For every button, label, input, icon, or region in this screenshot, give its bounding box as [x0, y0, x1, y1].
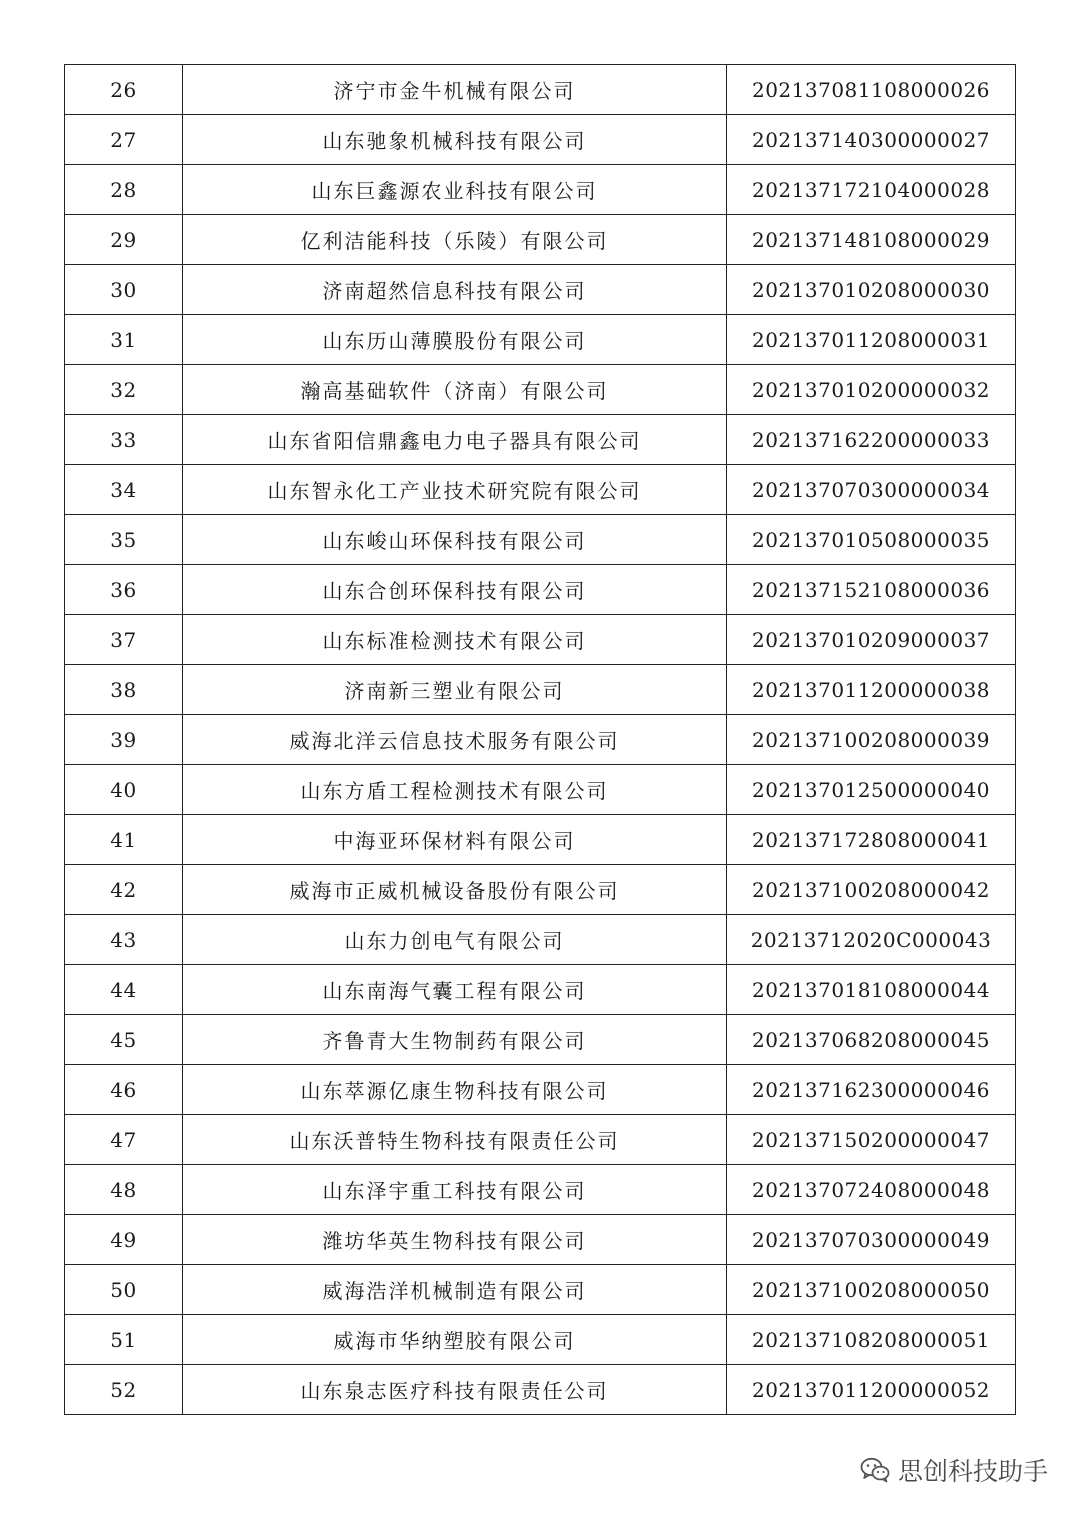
table-row [65, 765, 1016, 815]
row-number-cell: 43 [65, 915, 183, 965]
registration-code-cell: 202137011200000052 [727, 1365, 1016, 1415]
registration-code-cell: 202137018108000044 [727, 965, 1016, 1015]
table-row [65, 265, 1016, 315]
table-row [65, 215, 1016, 265]
row-number-cell: 42 [65, 865, 183, 915]
table-row [65, 715, 1016, 765]
registration-code-cell: 202137011200000038 [727, 665, 1016, 715]
table-row [65, 415, 1016, 465]
watermark-text: 思创科技助手 [897, 1457, 1048, 1486]
table-row [65, 1315, 1016, 1365]
table-row [65, 65, 1016, 115]
table-row [65, 1015, 1016, 1065]
table-row [65, 1065, 1016, 1115]
row-number-cell: 33 [65, 415, 183, 465]
table-row [65, 565, 1016, 615]
table-row [65, 165, 1016, 215]
company-name-cell: 济南超然信息科技有限公司 [183, 265, 727, 315]
company-name-cell: 济宁市金牛机械有限公司 [183, 65, 727, 115]
row-number-cell: 44 [65, 965, 183, 1015]
row-number-cell: 40 [65, 765, 183, 815]
row-number-cell: 51 [65, 1315, 183, 1365]
table-row [65, 1215, 1016, 1265]
registration-code-cell: 202137100208000050 [727, 1265, 1016, 1315]
row-number-cell: 26 [65, 65, 183, 115]
wechat-watermark [860, 1452, 1048, 1488]
registration-code-cell: 202137011208000031 [727, 315, 1016, 365]
registration-code-cell: 202137172808000041 [727, 815, 1016, 865]
table-row [65, 865, 1016, 915]
row-number-cell: 47 [65, 1115, 183, 1165]
table-row [65, 1115, 1016, 1165]
table-row [65, 365, 1016, 415]
row-number-cell: 46 [65, 1065, 183, 1115]
row-number-cell: 39 [65, 715, 183, 765]
table-row [65, 915, 1016, 965]
registration-code-cell: 202137152108000036 [727, 565, 1016, 615]
registration-code-cell: 202137172104000028 [727, 165, 1016, 215]
row-number-cell: 49 [65, 1215, 183, 1265]
table-row [65, 1365, 1016, 1415]
registration-code-cell: 202137148108000029 [727, 215, 1016, 265]
row-number-cell: 31 [65, 315, 183, 365]
company-name-cell: 威海市华纳塑胶有限公司 [183, 1315, 727, 1365]
row-number-cell: 37 [65, 615, 183, 665]
company-name-cell: 山东南海气囊工程有限公司 [183, 965, 727, 1015]
registration-code-cell: 202137070300000049 [727, 1215, 1016, 1265]
company-name-cell: 山东力创电气有限公司 [183, 915, 727, 965]
company-name-cell: 山东巨鑫源农业科技有限公司 [183, 165, 727, 215]
row-number-cell: 30 [65, 265, 183, 315]
row-number-cell: 52 [65, 1365, 183, 1415]
company-registry-table [64, 64, 1016, 1415]
registry-table-body [65, 65, 1016, 1415]
row-number-cell: 29 [65, 215, 183, 265]
company-name-cell: 齐鲁青大生物制药有限公司 [183, 1015, 727, 1065]
registration-code-cell: 202137100208000042 [727, 865, 1016, 915]
registration-code-cell: 202137100208000039 [727, 715, 1016, 765]
company-name-cell: 威海北洋云信息技术服务有限公司 [183, 715, 727, 765]
company-name-cell: 山东合创环保科技有限公司 [183, 565, 727, 615]
table-row [65, 1265, 1016, 1315]
company-name-cell: 山东历山薄膜股份有限公司 [183, 315, 727, 365]
company-name-cell: 亿利洁能科技（乐陵）有限公司 [183, 215, 727, 265]
table-row [65, 815, 1016, 865]
table-row [65, 665, 1016, 715]
registration-code-cell: 20213712020C000043 [727, 915, 1016, 965]
row-number-cell: 28 [65, 165, 183, 215]
table-row [65, 465, 1016, 515]
registration-code-cell: 202137072408000048 [727, 1165, 1016, 1215]
registration-code-cell: 202137140300000027 [727, 115, 1016, 165]
table-row [65, 115, 1016, 165]
registration-code-cell: 202137070300000034 [727, 465, 1016, 515]
registration-code-cell: 202137012500000040 [727, 765, 1016, 815]
company-name-cell: 山东驰象机械科技有限公司 [183, 115, 727, 165]
company-name-cell: 潍坊华英生物科技有限公司 [183, 1215, 727, 1265]
company-name-cell: 山东峻山环保科技有限公司 [183, 515, 727, 565]
company-name-cell: 中海亚环保材料有限公司 [183, 815, 727, 865]
row-number-cell: 45 [65, 1015, 183, 1065]
registration-code-cell: 202137010208000030 [727, 265, 1016, 315]
registration-code-cell: 202137162200000033 [727, 415, 1016, 465]
company-name-cell: 山东标准检测技术有限公司 [183, 615, 727, 665]
table-row [65, 615, 1016, 665]
table-row [65, 965, 1016, 1015]
company-name-cell: 山东萃源亿康生物科技有限公司 [183, 1065, 727, 1115]
company-name-cell: 瀚高基础软件（济南）有限公司 [183, 365, 727, 415]
row-number-cell: 50 [65, 1265, 183, 1315]
company-name-cell: 济南新三塑业有限公司 [183, 665, 727, 715]
table-row [65, 315, 1016, 365]
registration-code-cell: 202137010508000035 [727, 515, 1016, 565]
table-row [65, 1165, 1016, 1215]
row-number-cell: 41 [65, 815, 183, 865]
row-number-cell: 32 [65, 365, 183, 415]
wechat-icon [860, 1457, 890, 1483]
row-number-cell: 38 [65, 665, 183, 715]
company-name-cell: 威海市正威机械设备股份有限公司 [183, 865, 727, 915]
company-name-cell: 山东泽宇重工科技有限公司 [183, 1165, 727, 1215]
row-number-cell: 34 [65, 465, 183, 515]
row-number-cell: 35 [65, 515, 183, 565]
registration-code-cell: 202137150200000047 [727, 1115, 1016, 1165]
company-name-cell: 山东省阳信鼎鑫电力电子器具有限公司 [183, 415, 727, 465]
registration-code-cell: 202137068208000045 [727, 1015, 1016, 1065]
row-number-cell: 36 [65, 565, 183, 615]
table-row [65, 515, 1016, 565]
registration-code-cell: 202137010200000032 [727, 365, 1016, 415]
company-name-cell: 山东泉志医疗科技有限责任公司 [183, 1365, 727, 1415]
registration-code-cell: 202137081108000026 [727, 65, 1016, 115]
row-number-cell: 48 [65, 1165, 183, 1215]
row-number-cell: 27 [65, 115, 183, 165]
company-name-cell: 威海浩洋机械制造有限公司 [183, 1265, 727, 1315]
company-name-cell: 山东方盾工程检测技术有限公司 [183, 765, 727, 815]
company-name-cell: 山东智永化工产业技术研究院有限公司 [183, 465, 727, 515]
registration-code-cell: 202137108208000051 [727, 1315, 1016, 1365]
company-name-cell: 山东沃普特生物科技有限责任公司 [183, 1115, 727, 1165]
registration-code-cell: 202137010209000037 [727, 615, 1016, 665]
registration-code-cell: 202137162300000046 [727, 1065, 1016, 1115]
